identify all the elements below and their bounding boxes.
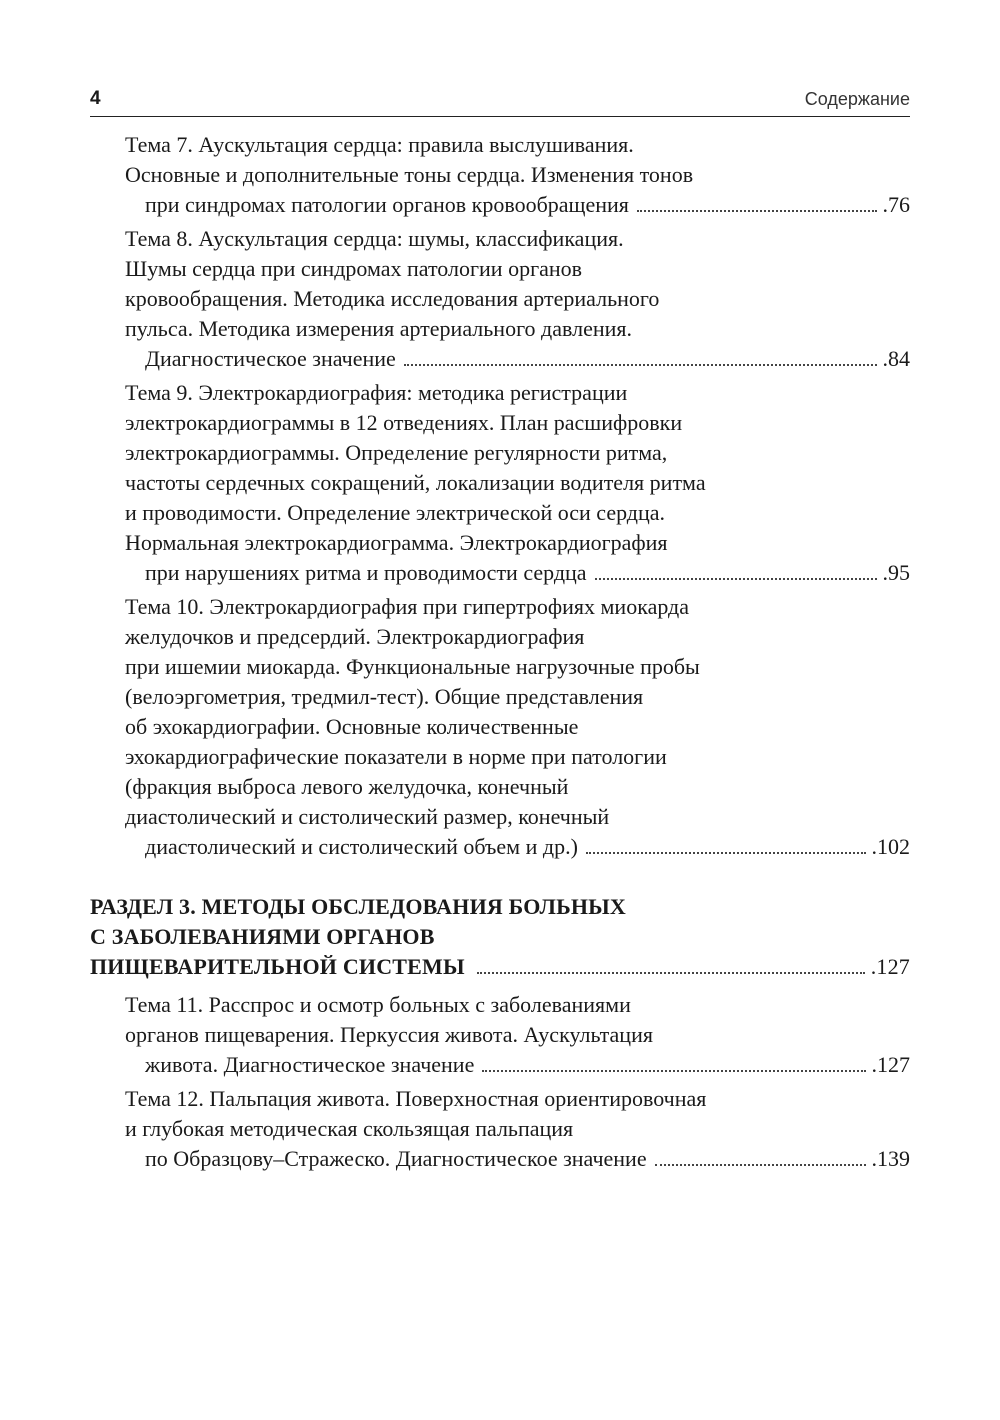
toc-entry-line: органов пищеварения. Перкуссия живота. Аускультация [125,1022,653,1047]
toc-entry-line: при синдромах патологии органов кровообращения [145,192,629,217]
toc-page-number: .127 [870,954,910,979]
running-header-title: Содержание [804,89,910,109]
section-heading-line: РАЗДЕЛ 3. МЕТОДЫ ОБСЛЕДОВАНИЯ БОЛЬНЫХ [90,894,627,919]
section-heading-line: ПИЩЕВАРИТЕЛЬНОЙ СИСТЕМЫ [90,954,465,979]
toc-entry-line: желудочков и предсердий. Электрокардиография [125,624,585,649]
toc-entry-line: Диагностическое значение [145,346,396,371]
dot-leader [655,1164,866,1166]
dot-leader [404,364,877,366]
toc-page-number: .139 [871,1146,910,1171]
toc-section-3[interactable] [90,892,910,982]
toc-entry-topic-9[interactable] [125,378,910,588]
table-of-contents [90,130,910,1178]
toc-entry-line: диастолический и систолический объем и др.) [145,834,578,859]
section-heading [90,892,910,982]
toc-entry-last-line [145,558,910,588]
toc-entry-line: Шумы сердца при синдромах патологии органов [125,256,583,281]
toc-entry-line: по Образцову–Стражеско. Диагностическое значение [145,1146,647,1171]
toc-entry-line: (велоэргометрия, тредмил-тест). Общие представления [125,684,644,709]
toc-entry-line: электрокардиограммы. Определение регулярности ритма, [125,440,668,465]
toc-entry-last-line [145,1144,910,1174]
toc-entry-topic-7[interactable] [125,130,910,220]
toc-entry-line: и проводимости. Определение электрической оси сердца. [125,500,666,525]
toc-entry-line: (фракция выброса левого желудочка, конечный [125,774,569,799]
toc-entry-line: Основные и дополнительные тоны сердца. Изменения тонов [125,162,694,187]
toc-entry-line: диастолический и систолический размер, конечный [125,804,610,829]
toc-entry-topic-10[interactable] [125,592,910,862]
toc-entry-line: Тема 11. Расспрос и осмотр больных с заболеваниями [125,992,631,1017]
dot-leader [482,1070,865,1072]
toc-entry-line: Тема 9. Электрокардиография: методика регистрации [125,380,628,405]
toc-entry-line: Тема 7. Аускультация сердца: правила выслушивания. [125,132,634,157]
toc-page-number: .76 [882,192,910,217]
toc-entry-line: эхокардиографические показатели в норме при патологии [125,744,667,769]
toc-entry-topic-11[interactable] [125,990,910,1080]
toc-entry-line: частоты сердечных сокращений, локализации водителя ритма [125,470,706,495]
toc-entry-last-line [145,1050,910,1080]
running-header [90,86,910,117]
dot-leader [477,972,865,974]
toc-entry-last-line [145,190,910,220]
toc-page-number: .102 [871,834,910,859]
page-number: 4 [90,88,101,109]
dot-leader [637,210,877,212]
toc-page-number: .127 [871,1052,910,1077]
toc-entry-last-line [145,344,910,374]
toc-entry-topic-12[interactable] [125,1084,910,1174]
toc-entry-line: Нормальная электрокардиограмма. Электрокардиография [125,530,668,555]
toc-entry-line: и глубокая методическая скользящая пальпация [125,1116,574,1141]
section-heading-line: С ЗАБОЛЕВАНИЯМИ ОРГАНОВ [90,924,435,949]
toc-page-number: .84 [882,346,910,371]
toc-entry-line: Тема 8. Аускультация сердца: шумы, классификация. [125,226,624,251]
toc-entry-line: Тема 10. Электрокардиография при гипертрофиях миокарда [125,594,689,619]
toc-entry-line: пульса. Методика измерения артериального давления. [125,316,633,341]
toc-entry-topic-8[interactable] [125,224,910,374]
toc-entry-line: Тема 12. Пальпация живота. Поверхностная ориентировочная [125,1086,707,1111]
toc-entry-last-line [145,832,910,862]
toc-entry-line: электрокардиограммы в 12 отведениях. План расшифровки [125,410,683,435]
toc-entry-line: об эхокардиографии. Основные количественные [125,714,579,739]
toc-entry-line: при ишемии миокарда. Функциональные нагрузочные пробы [125,654,700,679]
section-heading-last-line [90,952,910,982]
toc-entry-line: живота. Диагностическое значение [145,1052,475,1077]
toc-entry-line: кровообращения. Методика исследования артериального [125,286,660,311]
dot-leader [595,578,877,580]
toc-page-number: .95 [882,560,910,585]
toc-entry-line: при нарушениях ритма и проводимости сердца [145,560,587,585]
dot-leader [586,852,866,854]
